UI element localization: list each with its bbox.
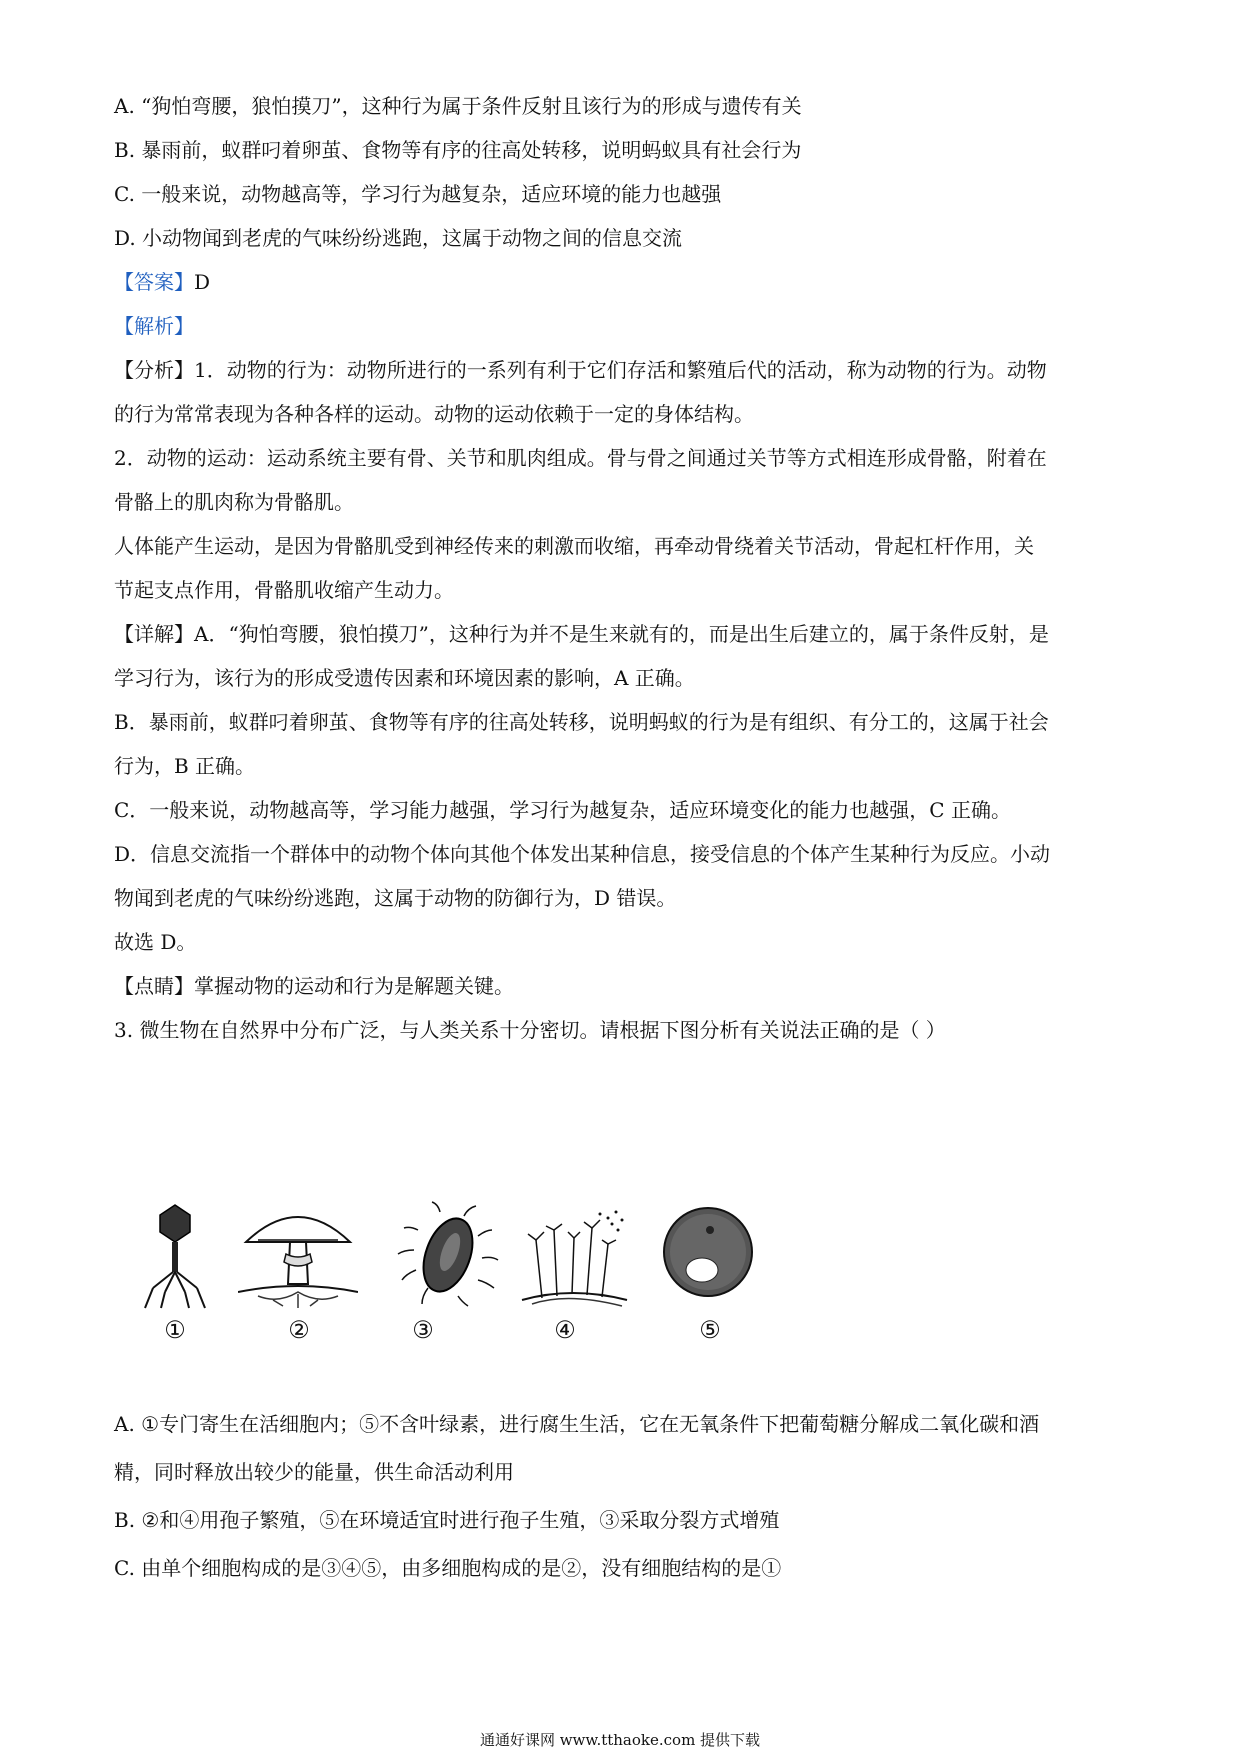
mold-figure: [512, 1200, 632, 1310]
detail-line: [114, 620, 1049, 648]
page-footer: 通通好课网 www.tthaoke.com 提供下载: [479, 1731, 761, 1749]
option-a: A. “狗怕弯腰，狼怕摸刀”，这种行为属于条件反射且该行为的形成与遗传有关: [114, 94, 802, 118]
detail-line: C．一般来说，动物越高等，学习能力越强，学习行为越复杂，适应环境变化的能力也越强，C 正确。: [114, 798, 1011, 822]
analysis-text: 1．动物的行为：动物所进行的一系列有利于它们存活和繁殖后代的活动，称为动物的行为。动物: [194, 358, 1047, 382]
mushroom-icon: [238, 1200, 358, 1310]
option-d: D. 小动物闻到老虎的气味纷纷逃跑，这属于动物之间的信息交流: [114, 226, 683, 250]
bacteriophage-figure: [115, 1200, 235, 1310]
figure-label-5: ⑤: [699, 1316, 721, 1344]
detail-tag: 【详解】: [114, 622, 194, 646]
answer-line: [114, 268, 210, 296]
analysis-tag: 【解析】: [114, 314, 194, 338]
detail-text: A．“狗怕弯腰，狼怕摸刀”，这种行为并不是生来就有的，而是出生后建立的，属于条件反射，是: [194, 622, 1049, 646]
q3-option-a: A. ①专门寄生在活细胞内；⑤不含叶绿素，进行腐生生活，它在无氧条件下把葡萄糖分解成二氧化碳和酒: [114, 1412, 1040, 1436]
detail-line: B．暴雨前，蚁群叼着卵茧、食物等有序的往高处转移，说明蚂蚁的行为是有组织、有分工的，这属于社会: [114, 710, 1049, 734]
question-3: 3. 微生物在自然界中分布广泛，与人类关系十分密切。请根据下图分析有关说法正确的是（ ）: [114, 1018, 946, 1042]
q3-option-c: C. 由单个细胞构成的是③④⑤，由多细胞构成的是②，没有细胞结构的是①: [114, 1556, 782, 1580]
option-c: C. 一般来说，动物越高等，学习行为越复杂，适应环境的能力也越强: [114, 182, 722, 206]
detail-line: 学习行为，该行为的形成受遗传因素和环境因素的影响，A 正确。: [114, 666, 695, 690]
q3-option-a-cont: 精，同时释放出较少的能量，供生命活动利用: [114, 1460, 514, 1484]
answer-value: D: [194, 270, 211, 294]
comment-line: [114, 972, 514, 1000]
yeast-figure: [648, 1200, 768, 1310]
detail-line: 行为，B 正确。: [114, 754, 256, 778]
analysis-line: 骨骼上的肌肉称为骨骼肌。: [114, 490, 354, 514]
mushroom-figure: [238, 1200, 358, 1310]
figure-label-1: ①: [164, 1316, 186, 1344]
conclusion-line: 故选 D。: [114, 930, 197, 954]
figure-label-4: ④: [554, 1316, 576, 1344]
analysis-line: [114, 356, 1047, 384]
bacterium-figure: [388, 1200, 508, 1310]
analysis-line: 2．动物的运动：运动系统主要有骨、关节和肌肉组成。骨与骨之间通过关节等方式相连形成骨骼，附着在: [114, 446, 1047, 470]
comment-tag: 【点睛】: [114, 974, 194, 998]
mold-icon: [512, 1200, 632, 1310]
q3-option-b: B. ②和④用孢子繁殖，⑤在环境适宜时进行孢子生殖，③采取分裂方式增殖: [114, 1508, 780, 1532]
analysis-line: 的行为常常表现为各种各样的运动。动物的运动依赖于一定的身体结构。: [114, 402, 754, 426]
figure-label-2: ②: [288, 1316, 310, 1344]
fenxi-tag: 【分析】: [114, 358, 194, 382]
figure-label-3: ③: [412, 1316, 434, 1344]
virus-icon: [115, 1200, 235, 1310]
detail-line: D．信息交流指一个群体中的动物个体向其他个体发出某种信息，接受信息的个体产生某种行为反应。小动: [114, 842, 1051, 866]
yeast-icon: [648, 1200, 768, 1310]
analysis-line: 人体能产生运动，是因为骨骼肌受到神经传来的刺激而收缩，再牵动骨绕着关节活动，骨起杠杆作用，关: [114, 534, 1034, 558]
bacterium-icon: [388, 1200, 508, 1310]
detail-line: 物闻到老虎的气味纷纷逃跑，这属于动物的防御行为，D 错误。: [114, 886, 677, 910]
comment-text: 掌握动物的运动和行为是解题关键。: [194, 974, 514, 998]
analysis-line: 节起支点作用，骨骼肌收缩产生动力。: [114, 578, 454, 602]
option-b: B. 暴雨前，蚁群叼着卵茧、食物等有序的往高处转移，说明蚂蚁具有社会行为: [114, 138, 802, 162]
answer-tag: 【答案】: [114, 270, 194, 294]
